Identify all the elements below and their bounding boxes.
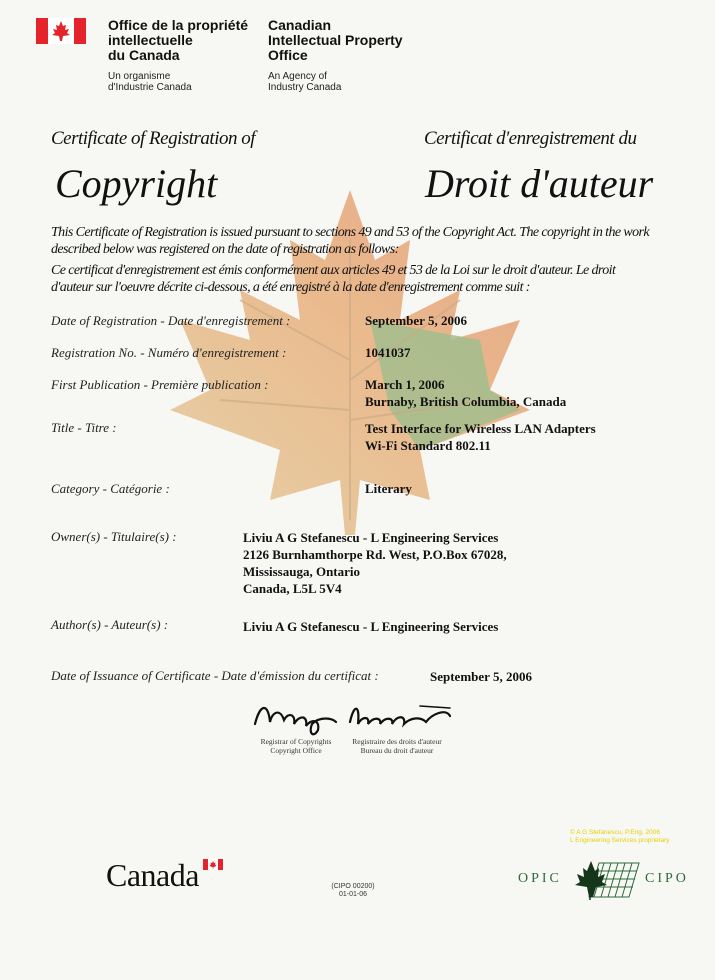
issuance-date-value: September 5, 2006 [430,669,532,684]
copyright-heading-fr: Droit d'auteur [425,161,654,206]
cipo-maple-leaf-logo-icon [569,857,641,901]
office-name-en: Canadian Intellectual Property Office [268,17,403,63]
certificate-title-en: Certificate of Registration of [51,128,256,149]
first-publication-label: First Publication - Première publication : [51,377,269,392]
registration-date-label: Date of Registration - Date d'enregistrement : [51,313,291,328]
registration-number-value: 1041037 [365,345,411,360]
author-value: Liviu A G Stefanescu - L Engineering Services [243,619,499,634]
canada-wordmark: Canada [106,857,199,893]
issuance-date-label: Date of Issuance of Certificate - Date d'émission du certificat : [51,668,379,683]
owner-line3: Mississauga, Ontario [243,564,361,579]
cipo-label: CIPO [645,871,689,886]
canada-wordmark-flag-icon [203,859,223,870]
owner-line1: Liviu A G Stefanescu - L Engineering Services [243,530,499,545]
category-label: Category - Catégorie : [51,481,170,496]
signature-caption-en: Registrar of Copyrights Copyright Office [260,737,332,755]
first-publication-place: Burnaby, British Columbia, Canada [365,394,567,409]
title-label: Title - Titre : [51,420,117,435]
intro-statement-en: This Certificate of Registration is issued pursuant to sections 49 and 53 of the Copyright Act. The copyright in the work described below was registered on the date of registration as follows: [51,225,649,257]
signature-caption-fr: Registraire des droits d'auteur Bureau du droit d'auteur [352,737,442,755]
certificate-title-fr: Certificat d'enregistrement du [424,128,637,149]
intro-statement-fr: Ce certificat d'enregistrement est émis conformément aux articles 49 et 53 de la Loi sur le droit d'auteur. Le droit d'auteur sur l'oeuvre décrite ci-dessous, a été enregistré à la date d'enregistrement comme suit : [51,263,616,295]
header-english [268,18,403,93]
registration-date-value: September 5, 2006 [365,313,467,328]
title-value-line2: Wi-Fi Standard 802.11 [365,438,491,453]
header-french [108,18,248,93]
registration-number-label: Registration No. - Numéro d'enregistrement : [51,345,287,360]
yellow-copyright-note: © A G Stefanescu, P.Eng, 2006 L Engineering Services proprietary [570,829,670,844]
registrar-signature [250,694,460,738]
owner-line4: Canada, L5L 5V4 [243,581,342,596]
first-publication-date: March 1, 2006 [365,377,445,392]
office-name-fr: Office de la propriété intellectuelle du Canada [108,17,249,63]
author-label: Author(s) - Auteur(s) : [51,617,169,632]
copyright-heading-en: Copyright [55,161,218,206]
opic-label: OPIC [518,871,562,886]
agency-fr: Un organisme d'Industrie Canada [108,71,192,93]
owner-label: Owner(s) - Titulaire(s) : [51,529,177,544]
category-value: Literary [365,481,412,496]
canada-flag-icon [36,18,86,44]
owner-line2: 2126 Burnhamthorpe Rd. West, P.O.Box 67028, [243,547,507,562]
form-code: (CIPO 00200) 01-01-06 [331,883,375,898]
title-value-line1: Test Interface for Wireless LAN Adapters [365,421,596,436]
agency-en: An Agency of Industry Canada [268,71,342,93]
